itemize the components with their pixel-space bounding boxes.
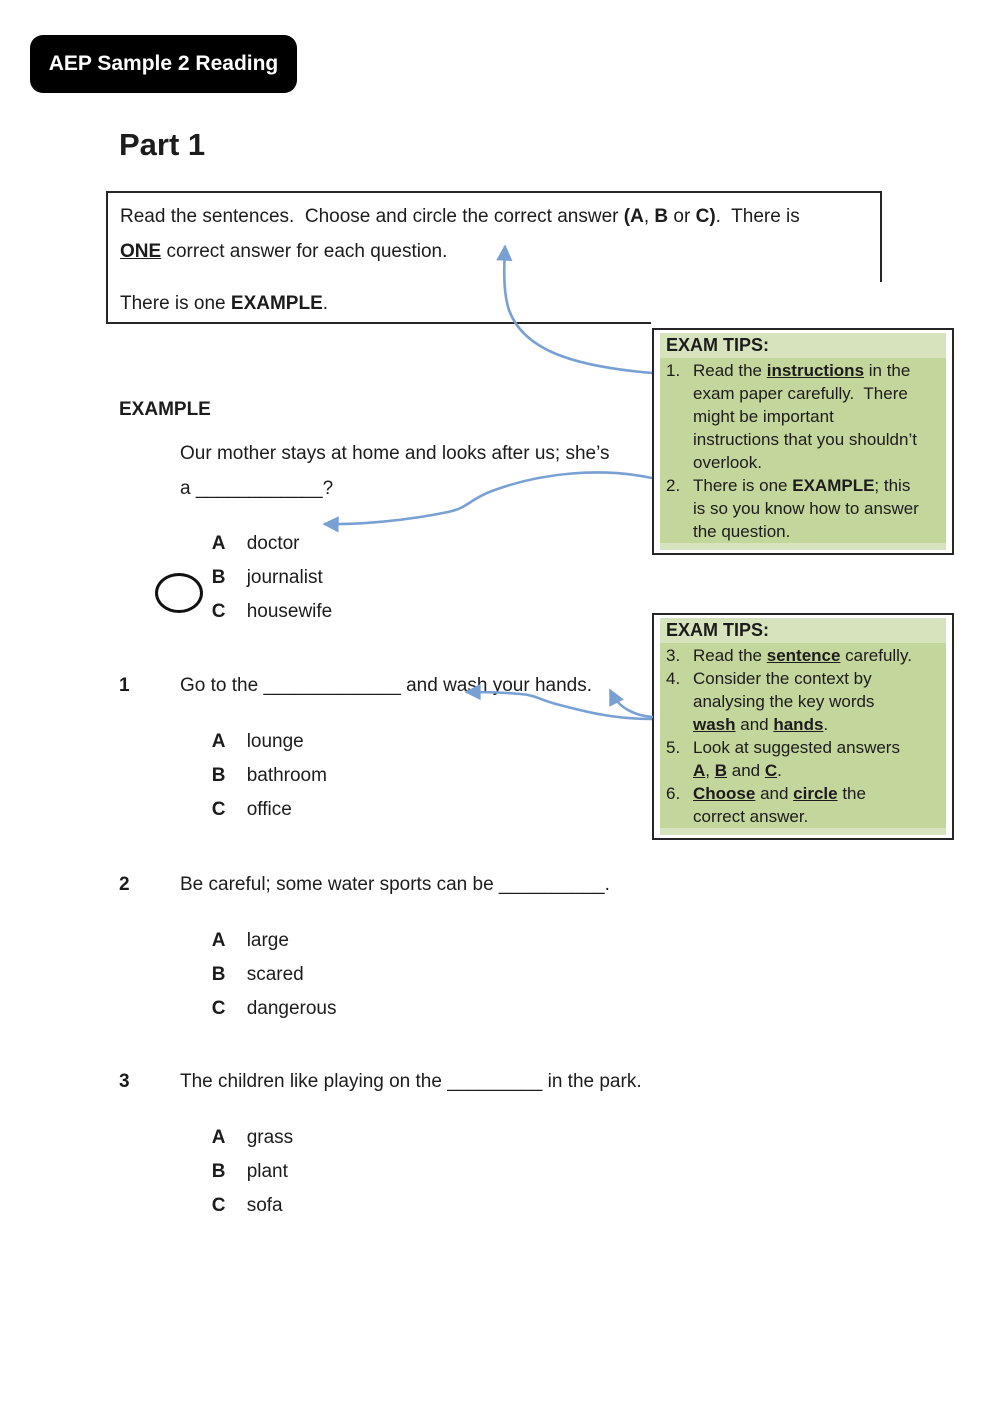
question-2-option-c bbox=[180, 977, 336, 1040]
instructions-box-right-border bbox=[880, 191, 882, 282]
option-text: dangerous bbox=[246, 998, 337, 1019]
tip-number: 3. bbox=[666, 646, 681, 665]
question-number: 3 bbox=[119, 1071, 130, 1092]
option-letter: C bbox=[211, 998, 226, 1019]
tip-text: Read the instructions in the exam paper carefully. There might be important instructions that you shouldn’t overlook. bbox=[693, 361, 917, 472]
instructions-box-bottom-border bbox=[106, 322, 651, 324]
question-1-stem: Go to the _____________ and wash your hands. bbox=[180, 675, 592, 696]
option-letter: A bbox=[211, 1127, 226, 1148]
option-letter: C bbox=[211, 1195, 226, 1216]
tip-item-6 bbox=[666, 782, 942, 828]
instruction-line-1: Read the sentences. Choose and circle the correct answer (A, B or C). There is bbox=[120, 206, 800, 227]
tip-item-3 bbox=[666, 644, 942, 667]
option-text: plant bbox=[246, 1161, 288, 1182]
option-letter: B bbox=[211, 765, 226, 786]
tip-number: 5. bbox=[666, 738, 681, 757]
option-text: office bbox=[246, 799, 292, 820]
exam-tips-2-body bbox=[660, 643, 946, 828]
option-text: housewife bbox=[246, 601, 333, 622]
option-text: bathroom bbox=[246, 765, 327, 786]
tip-text: Read the sentence carefully. bbox=[693, 646, 912, 665]
example-stem-line-2: a ____________? bbox=[180, 478, 334, 499]
option-letter: C bbox=[211, 601, 226, 622]
option-letter: A bbox=[211, 533, 226, 554]
tip-number: 6. bbox=[666, 784, 681, 803]
tip-number: 2. bbox=[666, 476, 681, 495]
exam-tips-2-footer bbox=[660, 828, 946, 835]
exam-tips-2 bbox=[652, 613, 954, 840]
instructions-box bbox=[106, 191, 882, 322]
option-letter: C bbox=[211, 799, 226, 820]
example-section bbox=[119, 399, 679, 631]
tip-text: There is one EXAMPLE; this is so you know how to answer the question. bbox=[693, 476, 919, 541]
instruction-line-2: ONE correct answer for each question. bbox=[120, 241, 448, 262]
tip-item-1 bbox=[666, 359, 942, 474]
question-1-option-c bbox=[180, 778, 292, 841]
tip-item-4 bbox=[666, 667, 942, 736]
question-3 bbox=[119, 1071, 679, 1216]
exam-tips-2-title: EXAM TIPS: bbox=[660, 618, 946, 643]
example-heading: EXAMPLE bbox=[119, 399, 211, 420]
option-text: large bbox=[246, 930, 289, 951]
tip-item-5 bbox=[666, 736, 942, 782]
exam-tips-1 bbox=[652, 328, 954, 555]
option-letter: B bbox=[211, 567, 226, 588]
tip-text: Consider the context by analysing the key words wash and hands. bbox=[693, 669, 875, 734]
tip-number: 1. bbox=[666, 361, 681, 380]
option-text: sofa bbox=[246, 1195, 283, 1216]
question-number: 2 bbox=[119, 874, 130, 895]
title-badge bbox=[30, 35, 297, 93]
tip-number: 4. bbox=[666, 669, 681, 688]
exam-tips-1-footer bbox=[660, 543, 946, 550]
question-3-stem: The children like playing on the _________ in the park. bbox=[180, 1071, 642, 1092]
option-text: scared bbox=[246, 964, 304, 985]
example-stem-line-1: Our mother stays at home and looks after us; she’s bbox=[180, 443, 610, 464]
tip-text: Choose and circle the correct answer. bbox=[693, 784, 866, 826]
answer-circle bbox=[155, 573, 203, 613]
exam-tips-1-title: EXAM TIPS: bbox=[660, 333, 946, 358]
title-badge-label: AEP Sample 2 Reading bbox=[48, 52, 279, 75]
tip-item-2 bbox=[666, 474, 942, 543]
question-number: 1 bbox=[119, 675, 130, 696]
option-letter: A bbox=[211, 930, 226, 951]
tip-text: Look at suggested answers A, B and C. bbox=[693, 738, 900, 780]
option-letter: B bbox=[211, 964, 226, 985]
option-text: doctor bbox=[246, 533, 300, 554]
option-letter: B bbox=[211, 1161, 226, 1182]
question-1 bbox=[119, 675, 679, 820]
option-text: lounge bbox=[246, 731, 304, 752]
question-2-stem: Be careful; some water sports can be __________. bbox=[180, 874, 610, 895]
option-text: grass bbox=[246, 1127, 294, 1148]
option-text: journalist bbox=[246, 567, 323, 588]
part-title: Part 1 bbox=[119, 127, 206, 162]
instruction-line-3: There is one EXAMPLE. bbox=[120, 293, 329, 314]
exam-tips-1-body bbox=[660, 358, 946, 543]
option-letter: A bbox=[211, 731, 226, 752]
question-3-option-c bbox=[180, 1174, 283, 1237]
question-2 bbox=[119, 874, 679, 1019]
example-option-c bbox=[180, 580, 332, 643]
